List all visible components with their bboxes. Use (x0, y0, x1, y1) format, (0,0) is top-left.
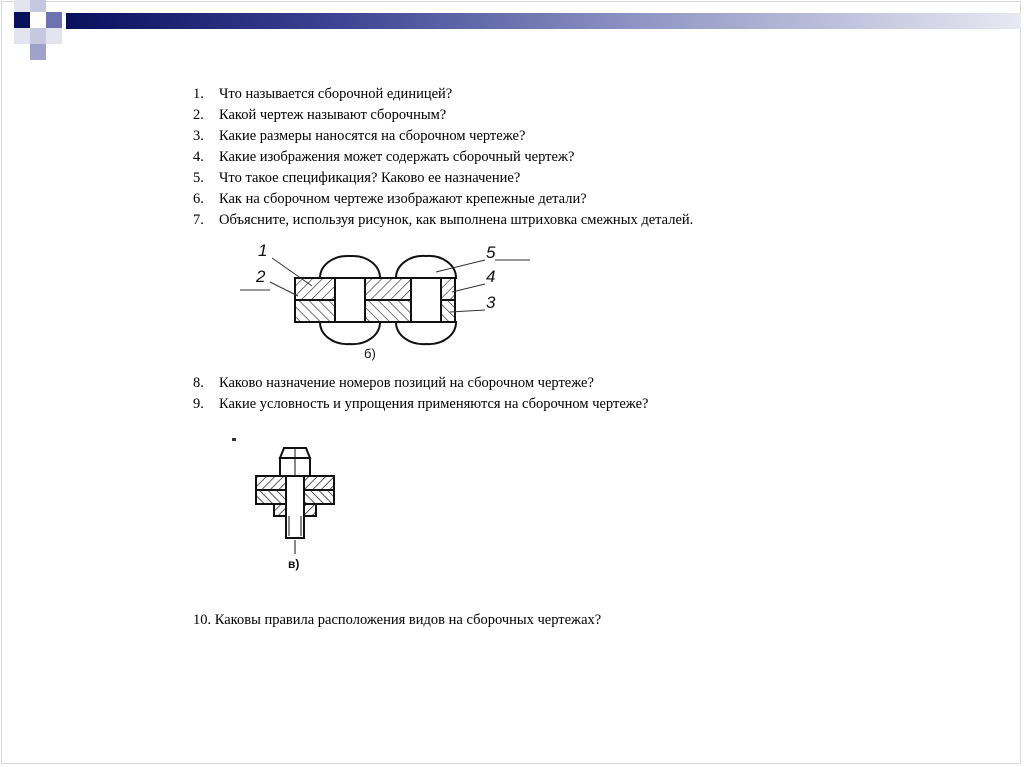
decor-square-light (30, 28, 46, 44)
bolt-shank (286, 476, 304, 554)
part-label-1: 1 (258, 241, 268, 260)
decor-square-mid (46, 12, 62, 28)
question-5: 5. Что такое спецификация? Каково ее назначение? (193, 170, 521, 186)
decor-square-dark (14, 12, 30, 28)
question-4: 4. Какие изображения может содержать сборочный чертеж? (193, 149, 575, 165)
bolt-head (280, 448, 310, 476)
decor-square-light (30, 0, 46, 12)
rivet-joint-drawing (240, 232, 530, 367)
part-label-2: 2 (256, 267, 266, 286)
figure-b-caption: б) (364, 346, 376, 361)
decor-square-pale (14, 28, 30, 44)
question-10: 10. Каковы правила расположения видов на сборочных чертежах? (193, 612, 602, 628)
question-3: 3. Какие размеры наносятся на сборочном чертеже? (193, 128, 526, 144)
question-2: 2. Какой чертеж называют сборочным? (193, 107, 447, 123)
decor-square-mid (30, 44, 46, 60)
question-1: 1. Что называется сборочной единицей? (193, 86, 453, 102)
figure-v-caption: в) (288, 557, 300, 571)
decor-square-pale (46, 28, 62, 44)
part-label-5: 5 (486, 243, 496, 262)
part-label-4: 4 (486, 267, 496, 286)
question-6: 6. Как на сборочном чертеже изображают крепежные детали? (193, 191, 587, 207)
decor-square-pale (14, 0, 30, 12)
question-8: 8. Каково назначение номеров позиций на сборочном чертеже? (193, 375, 594, 391)
bolt-joint-drawing (230, 436, 350, 576)
part-label-3: 3 (486, 293, 496, 312)
header-gradient-bar (66, 13, 1021, 29)
question-7: 7. Объясните, используя рисунок, как выполнена штриховка смежных деталей. (193, 212, 694, 228)
question-9: 9. Какие условность и упрощения применяются на сборочном чертеже? (193, 396, 649, 412)
